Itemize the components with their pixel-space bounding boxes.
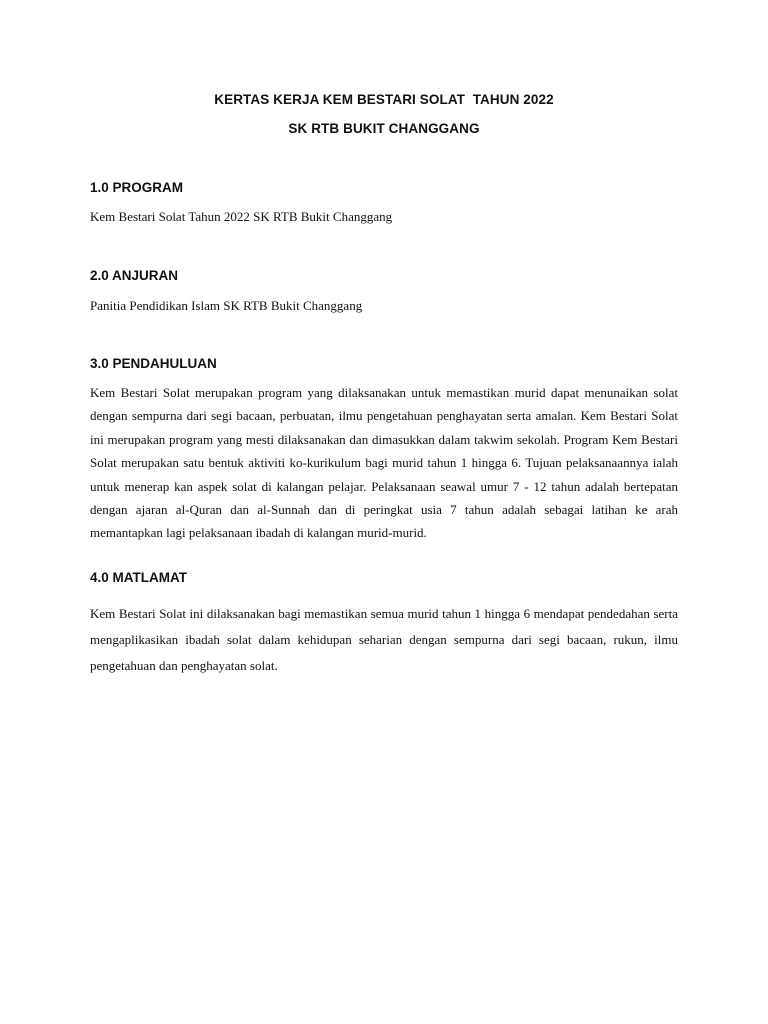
section-heading-pendahuluan: 3.0 PENDAHULUAN (90, 356, 217, 371)
section-body-matlamat: Kem Bestari Solat ini dilaksanakan bagi memastikan semua murid tahun 1 hingga 6 mendapat pendedahan serta mengaplikasikan ibadah solat dalam kehidupan seharian dengan sempurna dari segi bacaan, rukun, ilmu pengetahuan dan penghayatan solat. (90, 606, 678, 673)
section-heading-program: 1.0 PROGRAM (90, 180, 184, 195)
document-subtitle: SK RTB BUKIT CHANGGANG (288, 121, 480, 136)
document-title: KERTAS KERJA KEM BESTARI SOLAT TAHUN 2022 (214, 92, 554, 107)
section-body-pendahuluan: Kem Bestari Solat merupakan program yang dilaksanakan untuk memastikan murid dapat menunaikan solat dengan sempurna dari segi bacaan, perbuatan, ilmu pengetahuan penghayatan serta amalan. Kem Bestari Solat ini merupakan program yang mesti dilaksanakan dan dimasukkan dalam takwim sekolah. Program Kem Bestari Solat merupakan satu bentuk aktiviti ko-kurikulum bagi murid tahun 1 hingga 6. Tujuan pelaksanaannya ialah untuk menerap kan aspek solat di kalangan pelajar. Pelaksanaan seawal umur 7 - 12 tahun adalah bertepatan dengan ajaran al-Quran dan al-Sunnah dan di peringkat usia 7 tahun adalah sebagai latihan ke arah memantapkan lagi pelaksanaan ibadah di kalangan murid-murid. (90, 385, 678, 541)
section-body-program: Kem Bestari Solat Tahun 2022 SK RTB Bukit Changgang (90, 209, 393, 224)
section-heading-anjuran: 2.0 ANJURAN (90, 268, 179, 283)
section-body-anjuran: Panitia Pendidikan Islam SK RTB Bukit Changgang (90, 298, 363, 313)
section-heading-matlamat: 4.0 MATLAMAT (90, 570, 187, 585)
